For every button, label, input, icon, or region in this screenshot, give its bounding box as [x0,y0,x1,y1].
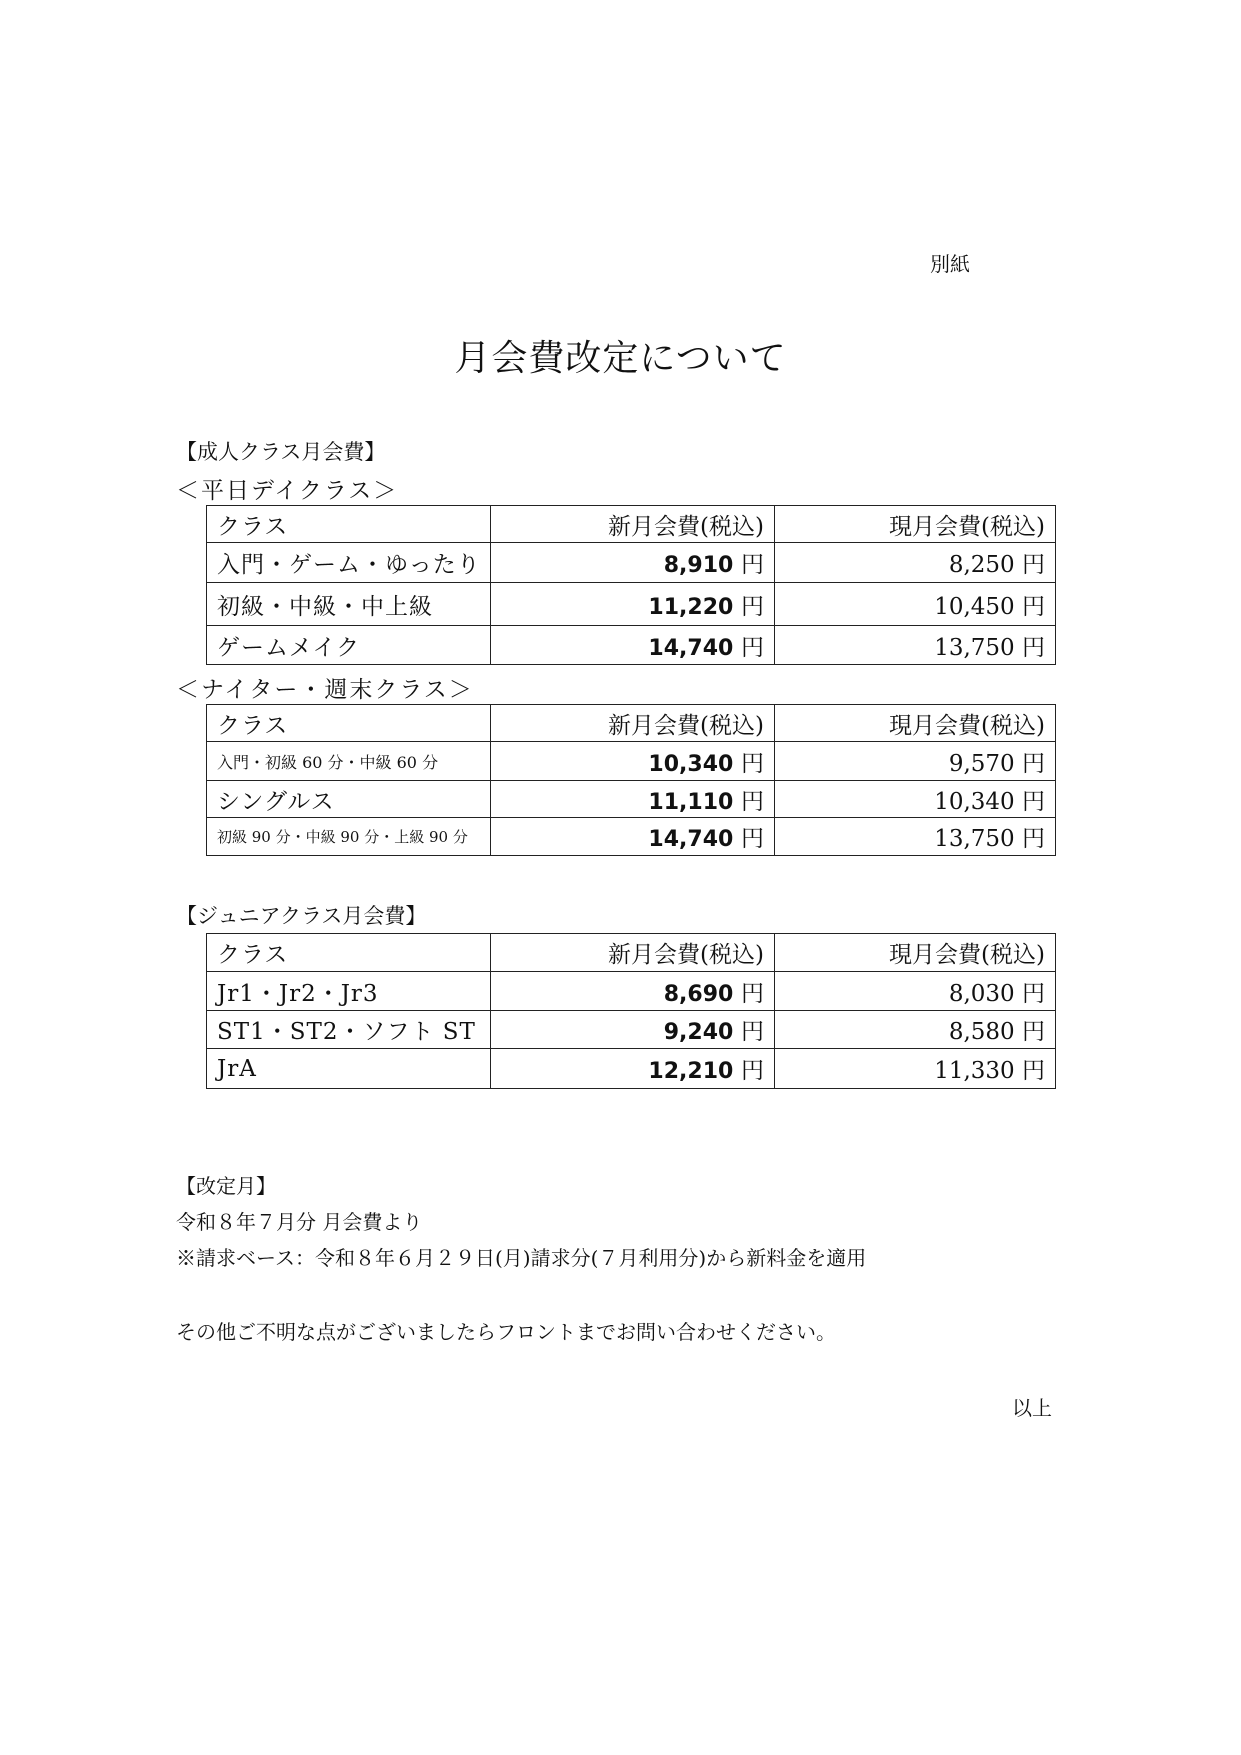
table-row [207,1049,1056,1089]
revision-line-2: ※請求ベース：令和８年６月２９日(月)請求分(７月利用分)から新料金を適用 [176,1246,867,1270]
header-current-fee: 現月会費(税込) [775,506,1056,543]
night-fee-table [206,704,1056,856]
current-fee: 13,750 円 [775,818,1056,856]
table-row [207,742,1056,781]
adult-heading: 【成人クラス月会費】 [176,440,386,464]
class-name: 入門・ゲーム・ゆったり [207,543,491,583]
class-name: ゲームメイク [207,626,491,665]
table-row [207,972,1056,1011]
table-header-row [207,506,1056,543]
class-name: 入門・初級 60 分・中級 60 分 [207,742,491,781]
table-row [207,1011,1056,1049]
table-header-row [207,705,1056,742]
class-name: Jr1・Jr2・Jr3 [207,972,491,1011]
new-fee: 8,910 円 [491,543,775,583]
header-new-fee: 新月会費(税込) [491,506,775,543]
class-name: シングルス [207,781,491,818]
new-fee: 14,740 円 [491,626,775,665]
current-fee: 8,250 円 [775,543,1056,583]
class-name: 初級・中級・中上級 [207,583,491,626]
new-fee: 14,740 円 [491,818,775,856]
new-fee: 8,690 円 [491,972,775,1011]
class-name: ST1・ST2・ソフト ST [207,1011,491,1049]
table-row [207,583,1056,626]
weekday-fee-table [206,505,1056,665]
junior-heading: 【ジュニアクラス月会費】 [176,904,427,928]
new-fee: 9,240 円 [491,1011,775,1049]
revision-heading: 【改定月】 [176,1174,276,1198]
header-current-fee: 現月会費(税込) [775,705,1056,742]
contact-note: その他ご不明な点がございましたらフロントまでお問い合わせください。 [176,1320,836,1344]
night-subhead: ＜ナイター・週末クラス＞ [176,677,474,703]
header-current-fee: 現月会費(税込) [775,934,1056,972]
class-name: 初級 90 分・中級 90 分・上級 90 分 [207,818,491,856]
header-new-fee: 新月会費(税込) [491,934,775,972]
header-class: クラス [207,705,491,742]
current-fee: 10,340 円 [775,781,1056,818]
current-fee: 10,450 円 [775,583,1056,626]
table-row [207,543,1056,583]
class-name: JrA [207,1049,491,1089]
weekday-subhead: ＜平日デイクラス＞ [176,478,399,504]
revision-line-1: 令和８年７月分 月会費より [176,1210,423,1234]
current-fee: 8,030 円 [775,972,1056,1011]
new-fee: 10,340 円 [491,742,775,781]
current-fee: 11,330 円 [775,1049,1056,1089]
attachment-label: 別紙 [930,252,970,276]
page-title: 月会費改定について [454,338,787,379]
new-fee: 11,220 円 [491,583,775,626]
closing-text: 以上 [1012,1396,1052,1420]
table-row [207,818,1056,856]
header-class: クラス [207,934,491,972]
junior-fee-table [206,933,1056,1089]
new-fee: 11,110 円 [491,781,775,818]
current-fee: 9,570 円 [775,742,1056,781]
table-row [207,626,1056,665]
header-class: クラス [207,506,491,543]
current-fee: 13,750 円 [775,626,1056,665]
table-header-row [207,934,1056,972]
header-new-fee: 新月会費(税込) [491,705,775,742]
current-fee: 8,580 円 [775,1011,1056,1049]
table-row [207,781,1056,818]
new-fee: 12,210 円 [491,1049,775,1089]
